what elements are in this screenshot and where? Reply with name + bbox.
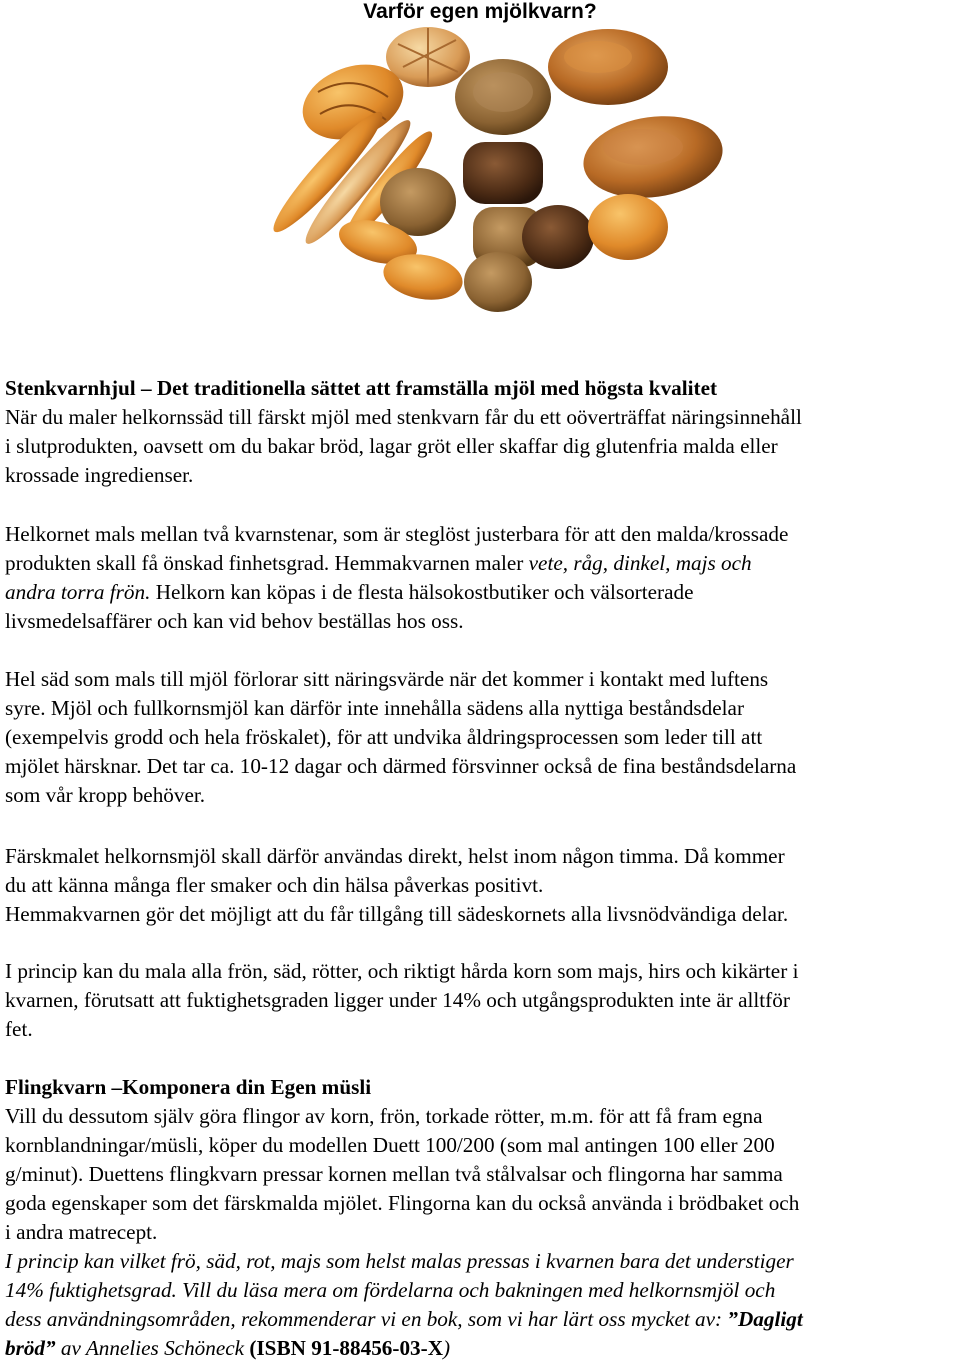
text-line: (exempelvis grodd och hela fröskalet), för att undvika åldringsprocessen som leder till att: [5, 725, 763, 749]
text-run: produkten skall få önskad finhetsgrad. Hemmakvarnen maler: [5, 551, 529, 575]
book-author: av Annelies Schöneck: [55, 1336, 250, 1360]
text-line: När du maler helkornssäd till färskt mjöl med stenkvarn får du ett oöverträffat näringsinnehåll: [5, 405, 802, 429]
text-run: ): [443, 1336, 451, 1360]
text-line: mjölet härsknar. Det tar ca. 10-12 dagar och därmed försvinner också de fina beståndsdelarna: [5, 754, 797, 778]
grain-list: vete, råg, dinkel, majs och: [528, 551, 752, 575]
book-title: ”Dagligt: [727, 1307, 803, 1331]
text-line: livsmedelsaffärer och kan vid behov beställas hos oss.: [5, 609, 464, 633]
text-line: kornblandningar/müsli, köper du modellen Duett 100/200 (som mal antingen 100 eller 200: [5, 1133, 775, 1157]
page-title: Varför egen mjölkvarn?: [363, 0, 597, 23]
bread-assortment-icon: [258, 22, 728, 317]
section-i-princip: [5, 957, 957, 1044]
text-line: I princip kan du mala alla frön, säd, rötter, och riktigt hårda korn som majs, hirs och kikärter i: [5, 959, 799, 983]
text-line: Helkornet mals mellan två kvarnstenar, som är steglöst justerbara för att den malda/krossade: [5, 522, 789, 546]
section-heading: Stenkvarnhjul – Det traditionella sättet att framställa mjöl med högsta kvalitet: [5, 376, 718, 400]
text-line: [5, 549, 957, 578]
text-line: syre. Mjöl och fullkornsmjöl kan därför inte innehålla sädens alla nyttiga beståndsdelar: [5, 696, 745, 720]
text-run: dess användningsområden, rekommenderar vi en bok, som vi har lärt oss mycket av:: [5, 1307, 728, 1331]
text-line: i andra matrecept.: [5, 1220, 158, 1244]
italic-line: [5, 1334, 957, 1363]
italic-line: [5, 1305, 957, 1334]
section-flingkvarn: [5, 1073, 957, 1363]
text-line: som vår kropp behöver.: [5, 783, 206, 807]
section-hel-sad: [5, 665, 957, 810]
section-helkornet: [5, 520, 957, 636]
italic-line: I princip kan vilket frö, säd, rot, majs som helst malas pressas i kvarnen bara det understiger: [5, 1249, 794, 1273]
grain-list-end: andra torra frön.: [5, 580, 151, 604]
text-line: goda egenskaper som det färskmalda mjölet. Flingorna kan du också använda i brödbaket och: [5, 1191, 800, 1215]
book-title-end: bröd”: [5, 1336, 56, 1360]
text-line: Hel säd som mals till mjöl förlorar sitt näringsvärde när det kommer i kontakt med luftens: [5, 667, 769, 691]
section-stenkvarnhjul: [5, 374, 957, 490]
text-line: Färskmalet helkornsmjöl skall därför användas direkt, helst inom någon timma. Då kommer: [5, 844, 785, 868]
italic-line: 14% fuktighetsgrad. Vill du läsa mera om fördelarna och bakningen med helkornsmjöl och: [5, 1278, 776, 1302]
text-line: Vill du dessutom själv göra flingor av korn, frön, torkade rötter, m.m. för att få fram egna: [5, 1104, 763, 1128]
isbn: (ISBN 91-88456-03-X: [249, 1336, 444, 1360]
section-farskmalet: [5, 842, 957, 929]
text-line: g/minut). Duettens flingkvarn pressar kornen mellan två stålvalsar och flingorna har samma: [5, 1162, 783, 1186]
text-line: kvarnen, förutsatt att fuktighetsgraden ligger under 14% och utgångsprodukten inte är alltför: [5, 988, 790, 1012]
text-line: du att känna många fler smaker och din hälsa påverkas positivt.: [5, 873, 544, 897]
text-run: Helkorn kan köpas i de flesta hälsokostbutiker och välsorterade: [150, 580, 694, 604]
text-line: [5, 578, 957, 607]
text-line: Hemmakvarnen gör det möjligt att du får tillgång till sädeskornets alla livsnödvändiga delar.: [5, 902, 789, 926]
section-heading: Flingkvarn –Komponera din Egen müsli: [5, 1075, 372, 1099]
text-line: fet.: [5, 1017, 33, 1041]
text-line: i slutprodukten, oavsett om du bakar bröd, lagar gröt eller skaffar dig glutenfria malda eller: [5, 434, 778, 458]
text-line: krossade ingredienser.: [5, 463, 194, 487]
